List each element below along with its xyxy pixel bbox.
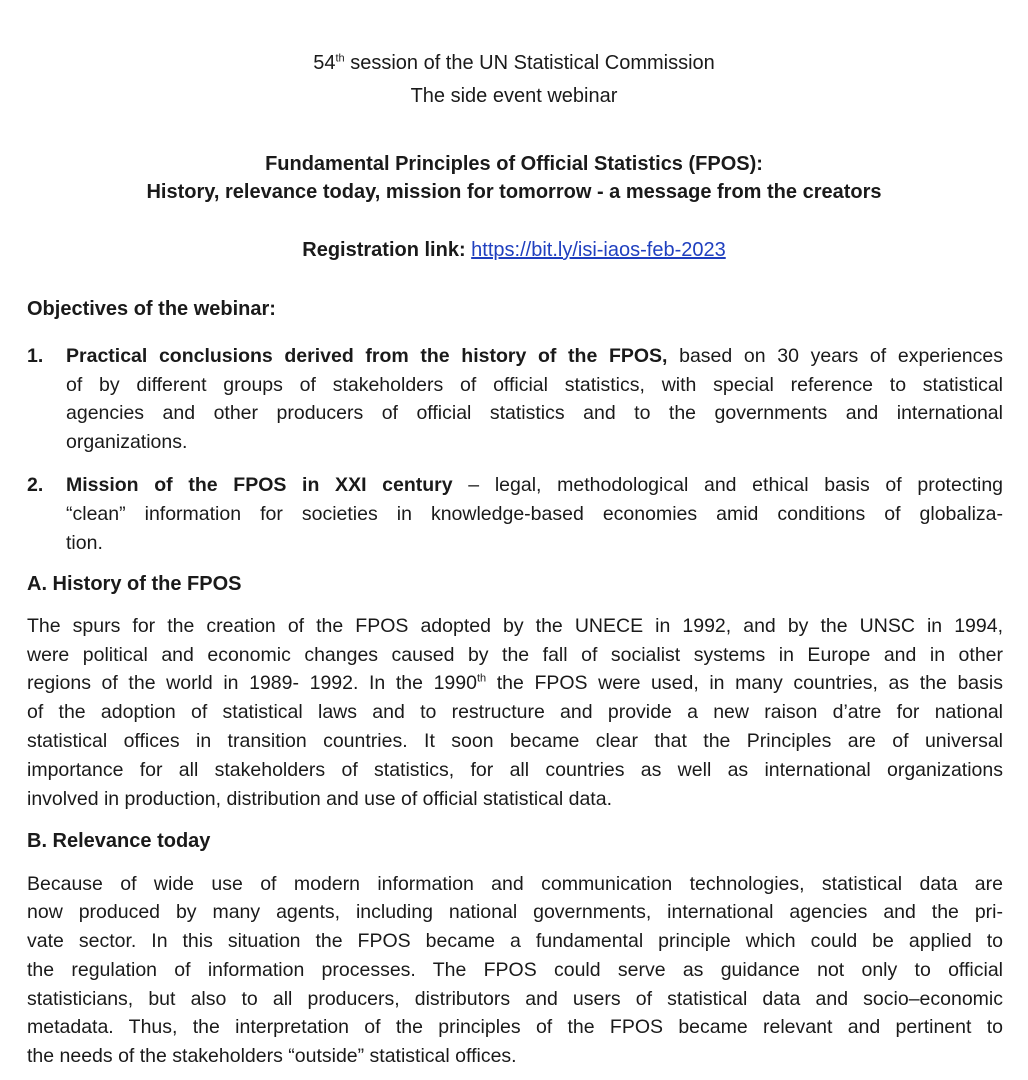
objective-1-line-3: agencies and other producers of official statistics and to the governments and international [66, 402, 1003, 424]
section-a-heading: A. History of the FPOS [27, 573, 242, 595]
objective-1-text: based on 30 years of experiences [667, 345, 1003, 367]
objective-2-number: 2. [27, 474, 44, 496]
objective-2-line-1 [66, 474, 1003, 497]
objective-2-title: Mission of the FPOS in XXI century [66, 474, 453, 496]
subtitle: The side event webinar [410, 85, 618, 107]
session-heading [0, 52, 1028, 75]
section-b-line-4: the regulation of information processes. The FPOS could serve as guidance not only to official [27, 959, 1003, 981]
objectives-heading: Objectives of the webinar: [27, 298, 276, 320]
objective-2-line-2: “clean” information for societies in knowledge-based economies amid conditions of globaliza- [66, 503, 1003, 525]
registration-line [0, 239, 1028, 262]
session-number: 54 [313, 52, 336, 74]
section-a-line-4: of the adoption of statistical laws and to restructure and provide a new raison d’atre for national [27, 701, 1003, 723]
title-line-2: History, relevance today, mission for tomorrow - a message from the creators [146, 181, 882, 203]
objective-2-text: – legal, methodological and ethical basis of protecting [452, 474, 1003, 496]
section-b-line-7: the needs of the stakeholders “outside” statistical offices. [27, 1045, 517, 1067]
objective-1-number: 1. [27, 345, 44, 367]
section-b-heading: B. Relevance today [27, 830, 211, 852]
section-b-line-3: vate sector. In this situation the FPOS became a fundamental principle which could be applied to [27, 930, 1003, 952]
ordinal-suffix: th [335, 52, 345, 65]
title-line-1: Fundamental Principles of Official Statistics (FPOS): [265, 153, 763, 175]
section-b-line-5: statisticians, but also to all producers, distributors and users of statistical data and socio–economic [27, 988, 1003, 1010]
objective-2-line-3: tion. [66, 532, 103, 554]
objective-1-line-2: of by different groups of stakeholders of official statistics, with special reference to statistical [66, 374, 1003, 396]
section-a-line-1: The spurs for the creation of the FPOS adopted by the UNECE in 1992, and by the UNSC in 1994, [27, 615, 1003, 637]
objective-1-title: Practical conclusions derived from the history of the FPOS, [66, 345, 668, 367]
section-a-line-5: statistical offices in transition countries. It soon became clear that the Principles are of universal [27, 730, 1003, 752]
section-a-line-3-start: regions of the world in 1989- 1992. In the 1990 [27, 672, 477, 694]
session-text: session of the UN Statistical Commission [344, 52, 715, 74]
section-a-line-3 [27, 672, 1003, 695]
section-b-line-2: now produced by many agents, including national governments, international agencies and the pri- [27, 901, 1003, 923]
section-a-line-2: were political and economic changes caused by the fall of socialist systems in Europe and in other [27, 644, 1003, 666]
section-a-line-7: involved in production, distribution and use of official statistical data. [27, 788, 612, 810]
objective-1-line-4: organizations. [66, 431, 188, 453]
registration-link[interactable]: https://bit.ly/isi-iaos-feb-2023 [471, 239, 726, 261]
section-a-line-3-end: the FPOS were used, in many countries, as the basis [486, 672, 1003, 694]
objective-1-line-1 [66, 345, 1003, 368]
registration-label: Registration link: [302, 239, 466, 261]
section-b-line-1: Because of wide use of modern information and communication technologies, statistical data are [27, 873, 1003, 895]
ordinal-suffix: th [476, 672, 487, 685]
section-b-line-6: metadata. Thus, the interpretation of the principles of the FPOS became relevant and pertinent to [27, 1016, 1003, 1038]
section-a-line-6: importance for all stakeholders of statistics, for all countries as well as international organizations [27, 759, 1003, 781]
